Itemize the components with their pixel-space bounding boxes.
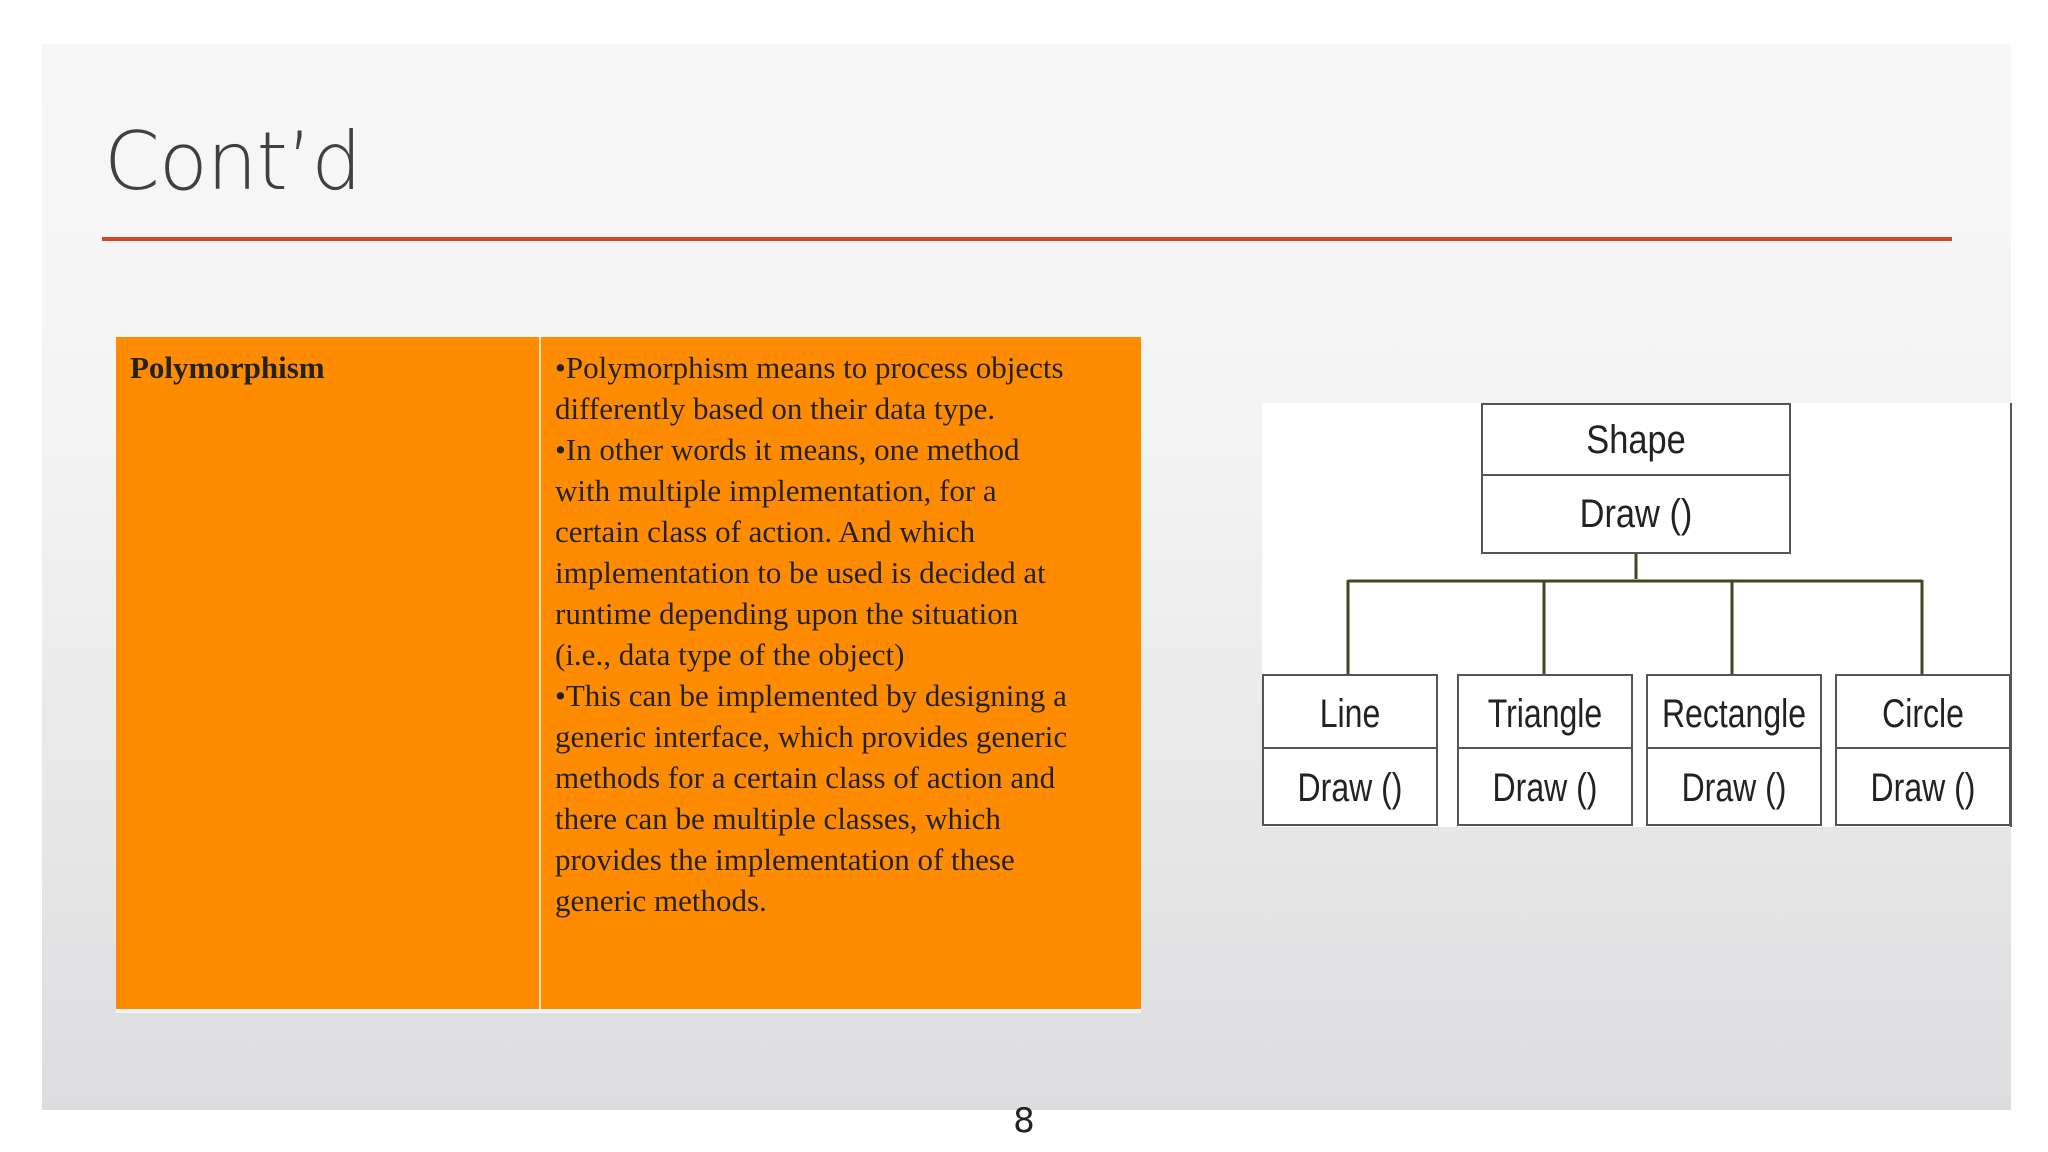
description-line: provides the implementation of these: [555, 842, 1015, 877]
class-name-circle: Circle: [1882, 690, 1964, 736]
class-method-rectangle: Draw (): [1681, 764, 1787, 810]
description-line: (i.e., data type of the object): [555, 637, 905, 672]
class-hierarchy-svg: [1262, 403, 2014, 827]
description-line: differently based on their data type.: [555, 391, 996, 426]
class-hierarchy-diagram: [1262, 403, 2014, 827]
class-method-line: Draw (): [1297, 764, 1403, 810]
class-name-rectangle: Rectangle: [1661, 690, 1807, 736]
title-underline: [102, 237, 1952, 241]
class-box-circle: [1836, 675, 2010, 825]
description-cell: [540, 337, 1141, 1011]
class-name-line: Line: [1319, 690, 1381, 736]
description-line: there can be multiple classes, which: [555, 801, 1001, 836]
description-line: •This can be implemented by designing a: [555, 678, 1067, 713]
page-number: 8: [1013, 1101, 1035, 1141]
description-line: runtime depending upon the situation: [555, 596, 1019, 631]
class-name-triangle: Triangle: [1487, 690, 1603, 736]
class-box-shape: [1482, 404, 1790, 553]
description-line: •Polymorphism means to process objects: [555, 350, 1064, 385]
description-line: generic methods.: [555, 883, 767, 918]
description-line: certain class of action. And which: [555, 514, 976, 549]
slide: [42, 44, 2011, 1110]
description-line: methods for a certain class of action and: [555, 760, 1056, 795]
definition-table: [116, 337, 1141, 1013]
class-method-triangle: Draw (): [1492, 764, 1598, 810]
table-row: [116, 337, 1141, 1011]
class-box-triangle: [1458, 675, 1632, 825]
slide-title: Cont’d: [104, 115, 362, 208]
description-line: implementation to be used is decided at: [555, 555, 1046, 590]
description-line: generic interface, which provides generic: [555, 719, 1068, 754]
class-method-shape: Draw (): [1579, 490, 1693, 536]
class-name-shape: Shape: [1586, 416, 1686, 462]
class-method-circle: Draw (): [1870, 764, 1976, 810]
class-box-rectangle: [1647, 675, 1821, 825]
class-box-line: [1263, 675, 1437, 825]
term-cell: Polymorphism: [116, 337, 540, 1011]
description-line: with multiple implementation, for a: [555, 473, 997, 508]
description-line: •In other words it means, one method: [555, 432, 1020, 467]
